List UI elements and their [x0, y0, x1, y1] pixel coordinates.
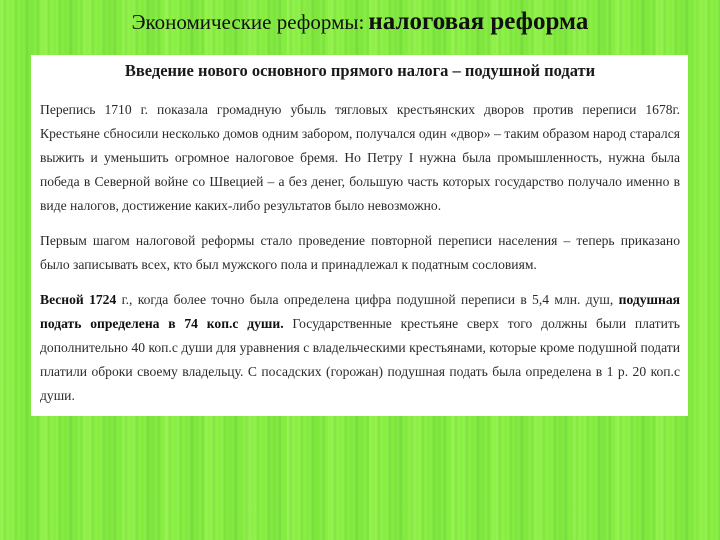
slide-title-part2: налоговая реформа	[368, 8, 589, 35]
state-peasants-text: Государственные крестьяне сверх того должны были платить дополнительно 40 коп.с души для уравнения с владельческими крестьянами, которые кроме подушной подати платили оброки своему владельцу. С посадских (горожан) подушная подать была определена в 1 р. 20 коп.с души.	[40, 316, 680, 403]
content-panel	[31, 55, 688, 416]
paragraph-census: Перепись 1710 г. показала громадную убыль тягловых крестьянских дворов против переписи 1678г. Крестьяне сбносили несколько домов одним забором, получался один «двор» – таким образом народ старался выжить и уменьшить огромное налоговое бремя. Но Петру I нужна была промышленность, нужна была победа в Северной войне со Швецией – а без денег, большую часть которых государство получало именно в виде налогов, достижение каких-либо результатов было невозможно.	[40, 102, 680, 213]
paragraph-first-step: Первым шагом налоговой реформы стало проведение повторной переписи населения – теперь приказано было записывать всех, кто был мужского пола и принадлежал к податным сословиям.	[40, 233, 680, 272]
panel-heading: Введение нового основного прямого налога – подушной подати	[124, 61, 596, 80]
slide-title	[0, 8, 720, 36]
spring-1724-text: Весной 1724	[40, 292, 117, 307]
slide-title-part1: Экономические реформы:	[131, 10, 365, 34]
census-figure-text: г., когда более точно была определена цифра подушной переписи в 5,4 млн. душ,	[116, 292, 619, 307]
poll-tax-rate-text: подушная подать определена в 74 коп.с души.	[40, 292, 680, 331]
paragraph-poll-tax	[40, 288, 680, 408]
